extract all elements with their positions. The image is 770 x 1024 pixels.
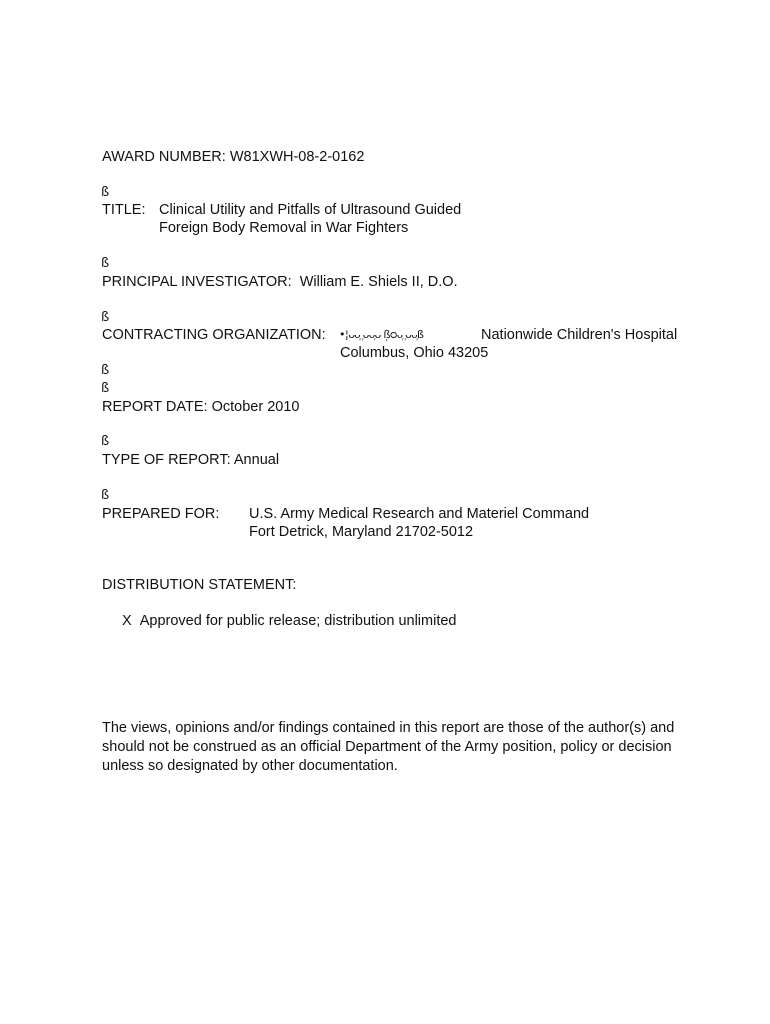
distribution-statement-label: DISTRIBUTION STATEMENT: (102, 577, 297, 593)
distribution-text: Approved for public release; distribution unlimited (139, 613, 457, 629)
title-line-1: Clinical Utility and Pitfalls of Ultrasound Guided (159, 202, 462, 218)
spacer-glyph: ß (101, 256, 110, 271)
title-label: TITLE: (102, 202, 146, 218)
report-type-value: Annual (233, 452, 280, 468)
award-number-label: AWARD NUMBER: (102, 149, 226, 165)
spacer-glyph: ß (101, 488, 110, 503)
report-date-value: October 2010 (211, 399, 300, 415)
spacer-glyph: ß (101, 310, 110, 325)
principal-investigator-value: William E. Shiels II, D.O. (299, 274, 458, 290)
prepared-for-label: PREPARED FOR: (102, 506, 220, 522)
award-number-value: W81XWH-08-2-0162 (229, 149, 365, 165)
garbled-glyphs: •¦ᴗᴗ᷊ ᷊ᴗᴗ᷊ᴗ ß᷊ᴑᴗ᷊ ᷊ᴗᴗ᷊ß (339, 328, 424, 341)
report-type-line (102, 451, 279, 469)
disclaimer-paragraph: The views, opinions and/or findings contained in this report are those of the author(s) and should not be construed as an official Department of the Army position, policy or decision unless so designated by other documentation. (102, 720, 675, 774)
prepared-for-line-2: Fort Detrick, Maryland 21702-5012 (249, 524, 474, 540)
title-line-2: Foreign Body Removal in War Fighters (159, 220, 409, 236)
report-type-label: TYPE OF REPORT: (102, 452, 231, 468)
contracting-organization-address: Columbus, Ohio 43205 (340, 345, 489, 361)
spacer-glyph: ß (101, 185, 110, 200)
contracting-organization-label: CONTRACTING ORGANIZATION: (102, 327, 326, 343)
report-date-line (102, 398, 299, 416)
distribution-statement-line (122, 612, 457, 630)
prepared-for-line-1: U.S. Army Medical Research and Materiel Command (249, 506, 590, 522)
principal-investigator-label: PRINCIPAL INVESTIGATOR: (102, 274, 292, 290)
spacer-glyph: ß (101, 363, 110, 378)
report-date-label: REPORT DATE: (102, 399, 208, 415)
award-number-line (102, 148, 364, 166)
spacer-glyph: ß (101, 434, 110, 449)
contracting-organization-name: Nationwide Children's Hospital (481, 327, 678, 343)
spacer-glyph: ß (101, 381, 110, 396)
principal-investigator-line (102, 273, 458, 291)
distribution-mark: X (122, 613, 132, 629)
